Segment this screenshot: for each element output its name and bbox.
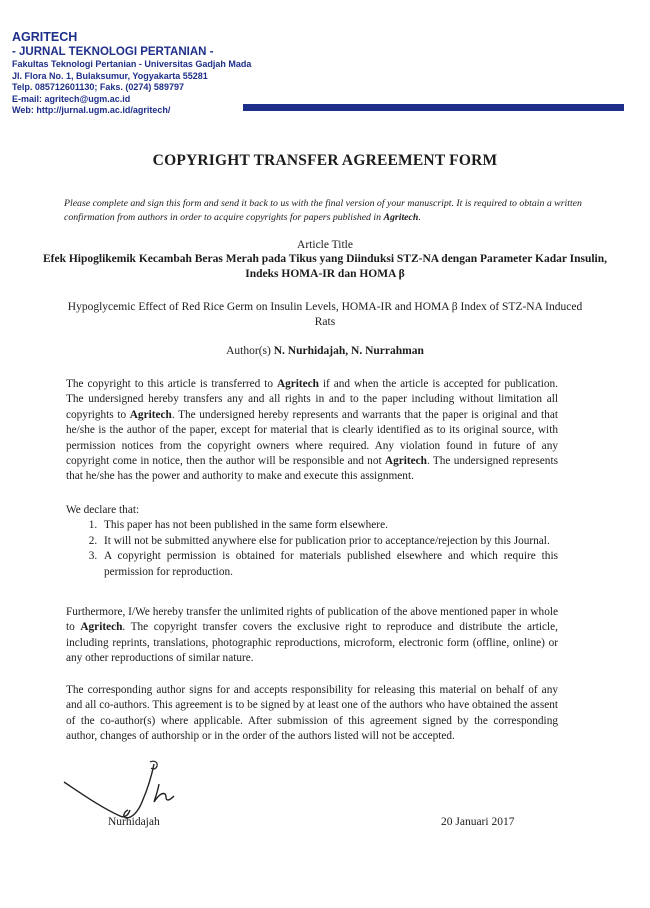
responsibility-paragraph: The corresponding author signs for and accepts responsibility for releasing this material on behalf of any and all co-authors. This agreement is to be signed by at least one of the authors who have obtained the assent of the co-author(s) where applicable. After submission of this agreement signed by the corresponding author, changes of authorship or in the order of the authors listed will not be accepted. — [66, 684, 559, 743]
p1-brand-2: Agritech — [129, 408, 172, 421]
p3-text-1: Furthermore, I/We hereby transfer the unlimited rights of publication of the above mentioned paper in whole to — [66, 606, 558, 634]
declaration-list — [66, 518, 558, 580]
letterhead — [12, 30, 251, 117]
handwritten-signature — [62, 760, 192, 820]
article-title-label: Article Title — [297, 239, 353, 251]
declaration-item: 1. This paper has not been published in the same form elsewhere. — [100, 518, 558, 533]
signer-name: Nurhidajah — [108, 816, 160, 828]
authors-label: Author(s) — [226, 345, 271, 357]
p1-text-4: . The undersigned represents that he/she has the power and authority to make and execute this assignment. — [66, 455, 558, 483]
instructions-brand: Agritech — [383, 212, 419, 223]
faculty-line: Fakultas Teknologi Pertanian - Universitas Gadjah Mada — [12, 59, 252, 69]
declaration-block — [66, 503, 558, 580]
p1-text-1: The copyright to this article is transferred to — [66, 378, 277, 390]
instructions-text: Please complete and sign this form and send it back to us with the final version of your manuscript. It is required to obtain a written confirmation from authors in order to acquire copyrights for papers published in — [64, 198, 582, 223]
p1-brand-1: Agritech — [276, 378, 319, 390]
journal-name: AGRITECH — [12, 30, 78, 44]
form-instructions — [64, 197, 584, 225]
journal-subtitle: - JURNAL TEKNOLOGI PERTANIAN - — [12, 46, 214, 58]
authors-names: N. Nurhidajah, N. Nurrahman — [273, 345, 424, 357]
web-line: Web: http://jurnal.ugm.ac.id/agritech/ — [12, 105, 171, 115]
p1-text-2: if and when the article is accepted for publication. The undersigned hereby transfers any and all rights in and to the paper including without limitation all copyrights to — [66, 378, 558, 421]
p3-brand: Agritech — [80, 621, 123, 634]
phone-line: Telp. 085712601130; Faks. (0274) 589797 — [12, 82, 184, 92]
declaration-item: 3. A copyright permission is obtained for materials published elsewhere and which require this permission for reproduction. — [100, 549, 558, 580]
form-title: COPYRIGHT TRANSFER AGREEMENT FORM — [152, 152, 498, 169]
indonesian-title: Efek Hipoglikemik Kecambah Beras Merah pada Tikus yang Diinduksi STZ-NA dengan Parameter Kadar Insulin, Indeks HOMA-IR dan HOMA β — [42, 253, 608, 280]
transfer-paragraph — [66, 605, 558, 667]
address-line: Jl. Flora No. 1, Bulaksumur, Yogyakarta 55281 — [12, 70, 208, 81]
declaration-item: 2. It will not be submitted anywhere else for publication prior to acceptance/rejection by this Journal. — [100, 534, 558, 549]
p1-text-3: . The undersigned hereby represents and warrants that the paper is original and that he/she is the author of the paper, except for material that is clearly identified as to its original source, with permission notices from the copyright owners where required. Any violation found in future of any copyright come in notice, then the author will be responsible and not — [66, 408, 558, 468]
instructions-end: . — [418, 212, 421, 223]
email-line: E-mail: agritech@ugm.ac.id — [12, 93, 131, 104]
copyright-paragraph — [66, 377, 558, 485]
english-title: Hypoglycemic Effect of Red Rice Germ on Insulin Levels, HOMA-IR and HOMA β Index of STZ-NA Induced Rats — [67, 301, 583, 328]
declaration-intro: We declare that: — [66, 504, 140, 516]
authors-line — [0, 345, 650, 357]
p3-text-2: . The copyright transfer covers the exclusive right to reproduce and distribute the article, including reprints, translations, photographic reproductions, microform, electronic form (offline, online) or any other reproductions of similar nature. — [66, 621, 558, 665]
p1-brand-3: Agritech — [384, 455, 427, 468]
letterhead-rule — [243, 104, 624, 111]
signature-date: 20 Januari 2017 — [441, 816, 515, 828]
